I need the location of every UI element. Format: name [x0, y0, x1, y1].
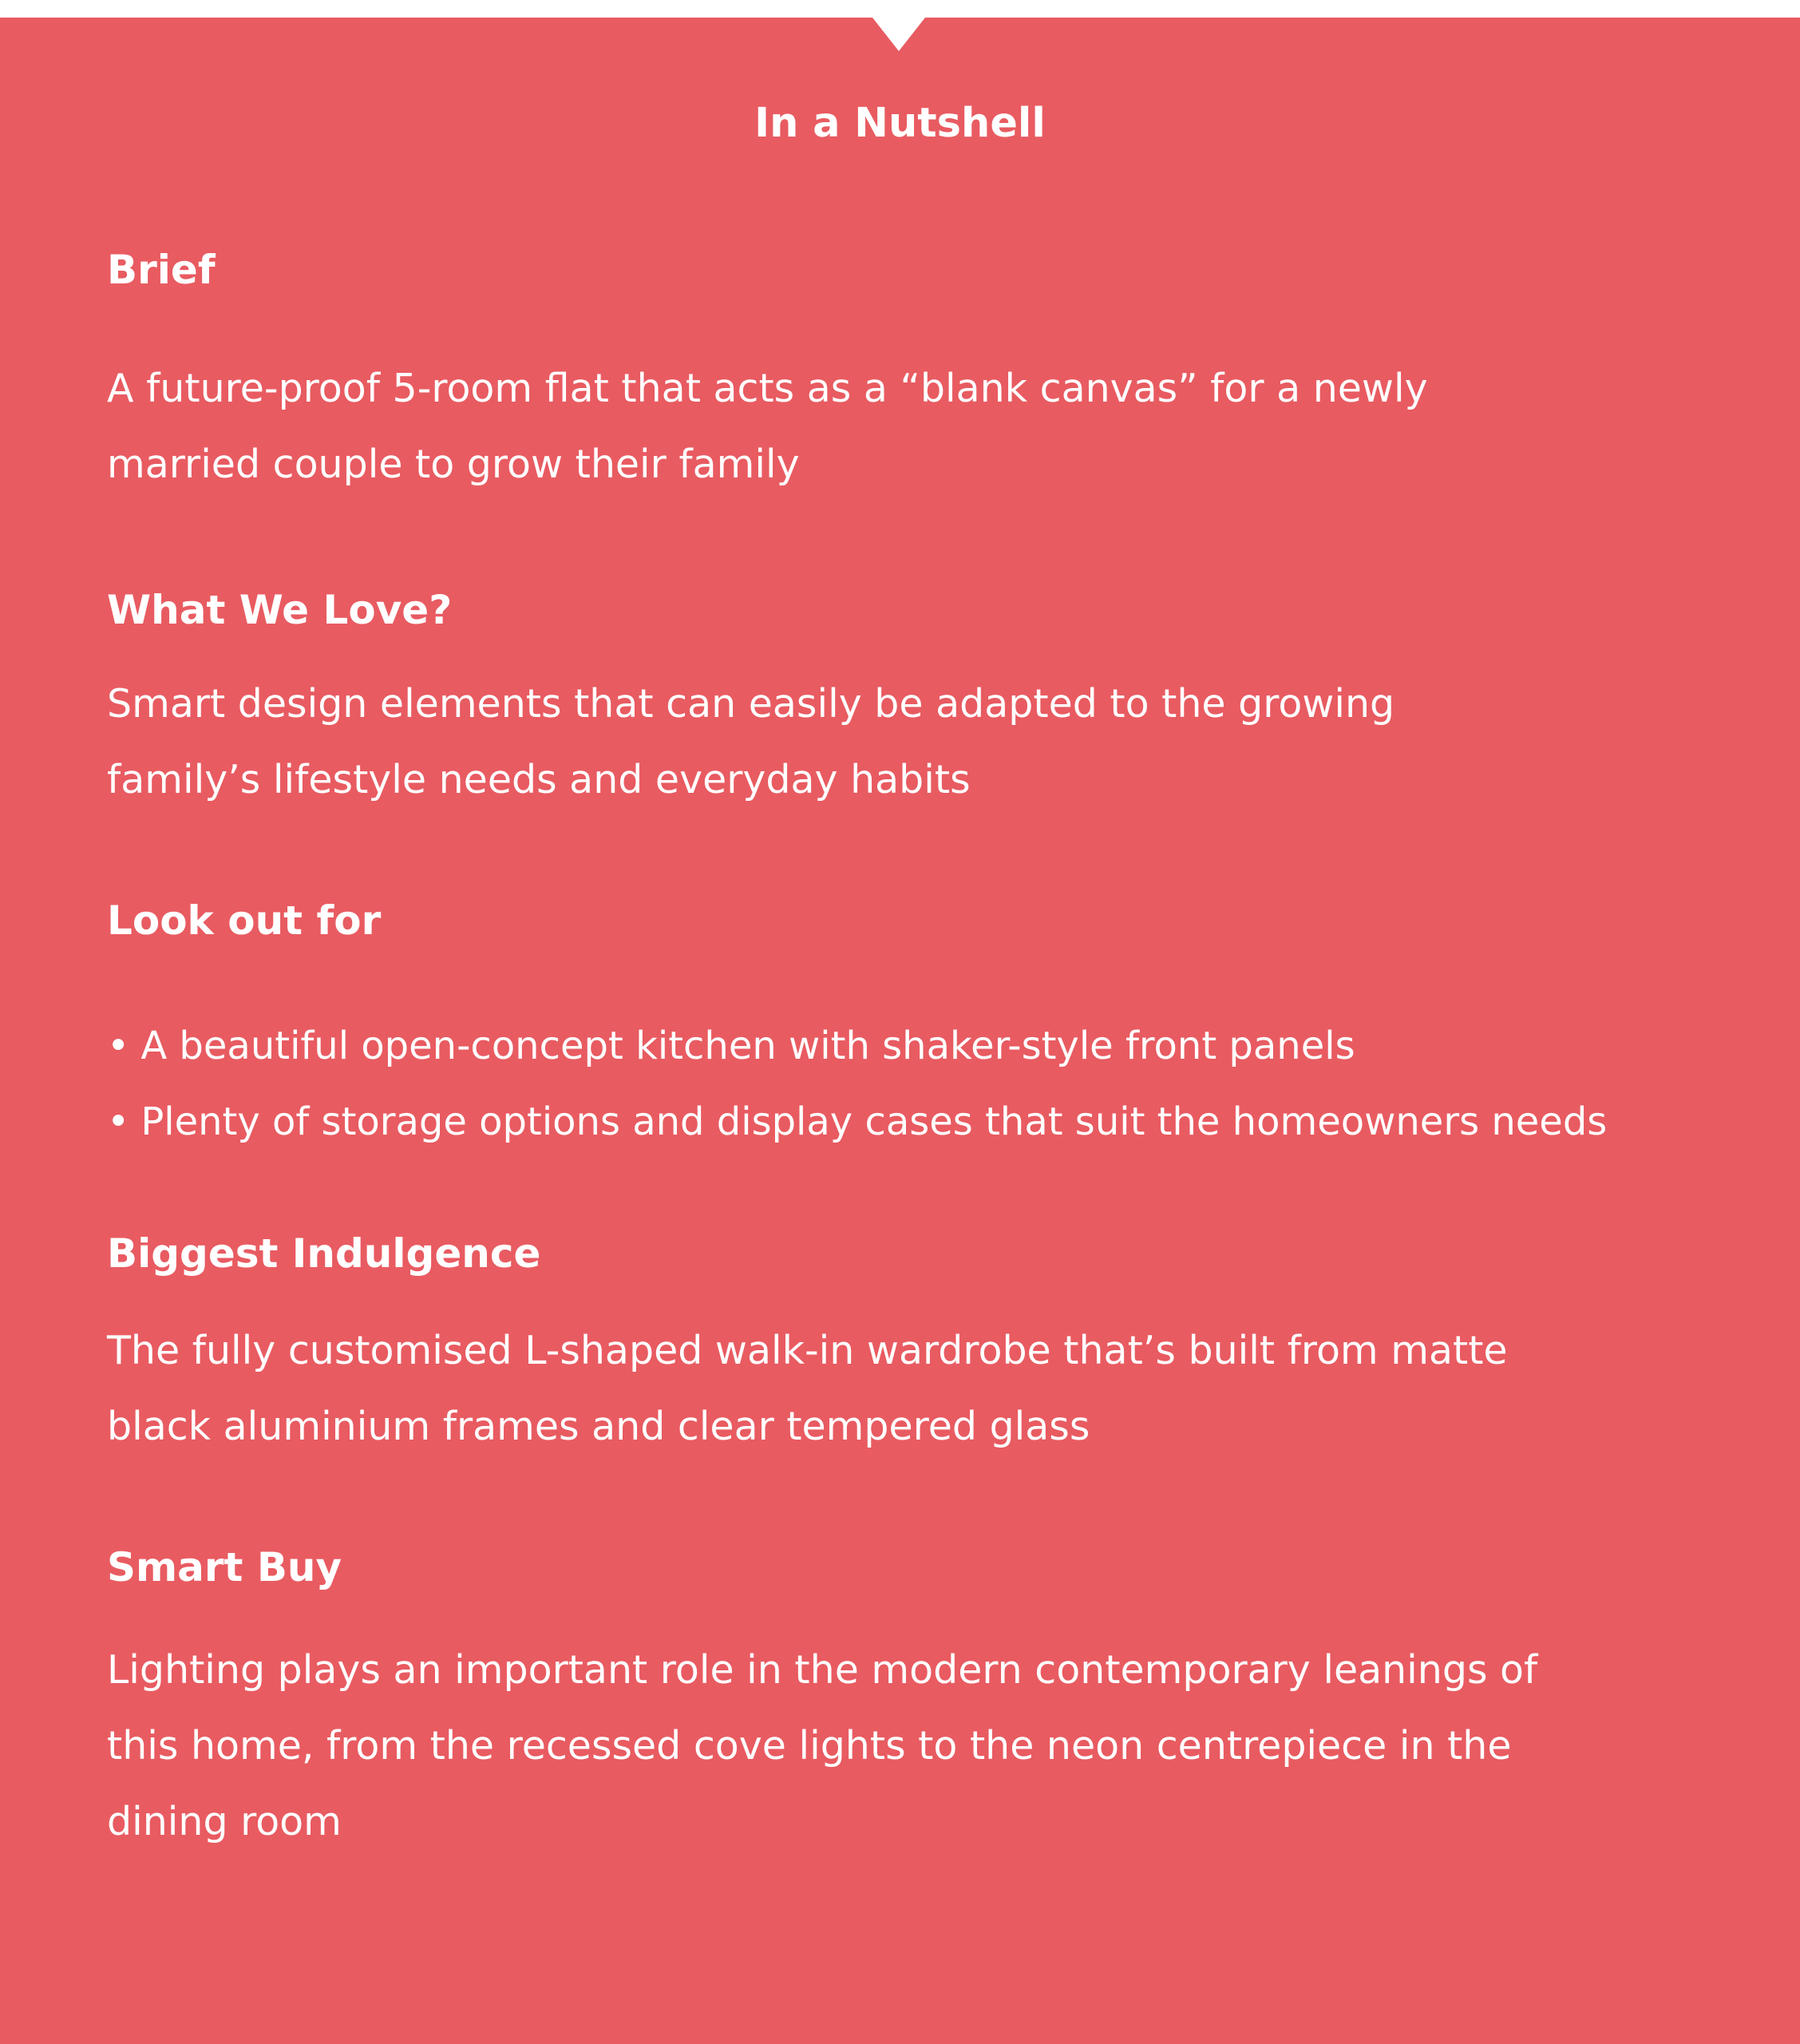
brief-heading: Brief	[107, 247, 216, 293]
what-we-love-text: Smart design elements that can easily be adapted to the growing family’s lifestyle needs and everyday habits	[107, 681, 1395, 802]
smart-buy-heading: Smart Buy	[107, 1544, 342, 1590]
bullet-icon: •	[107, 1099, 130, 1144]
look-out-for-heading: Look out for	[107, 897, 382, 944]
biggest-indulgence-text: The fully customised L-shaped walk-in wardrobe that’s built from matte black aluminium frames and clear tempered glass	[107, 1328, 1508, 1449]
what-we-love-heading: What We Love?	[107, 587, 453, 633]
page-title: In a Nutshell	[754, 100, 1046, 147]
notch-indicator	[872, 18, 925, 51]
smart-buy-text: Lighting plays an important role in the modern contemporary leanings of this home, from the recessed cove lights to the neon centrepiece in the dining room	[107, 1647, 1538, 1844]
list-item: • Plenty of storage options and display cases that suit the homeowners needs	[107, 1099, 1608, 1144]
look-out-for-list	[107, 1008, 1783, 1160]
biggest-indulgence-heading: Biggest Indulgence	[107, 1230, 541, 1277]
list-item: • A beautiful open-concept kitchen with shaker-style front panels	[107, 1024, 1355, 1068]
brief-text: A future-proof 5-room flat that acts as a “blank canvas” for a newly married couple to grow their family	[107, 366, 1428, 487]
bullet-icon: •	[107, 1024, 130, 1068]
